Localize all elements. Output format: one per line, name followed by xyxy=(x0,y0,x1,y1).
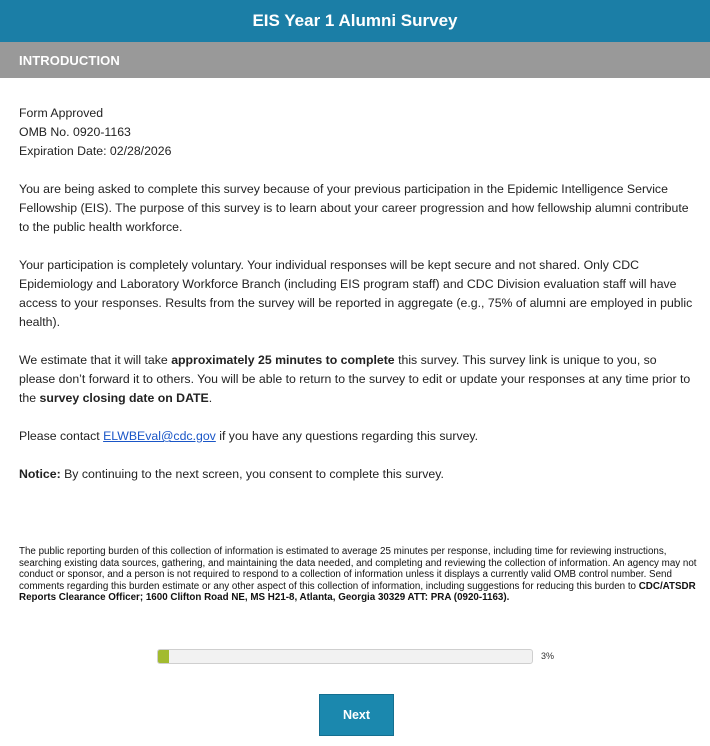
closing-date-text: survey closing date on DATE xyxy=(39,391,209,405)
estimate-text-3: . xyxy=(208,391,213,405)
contact-email-link[interactable]: ELWBEval@cdc.gov xyxy=(103,429,216,443)
progress-bar xyxy=(157,649,533,664)
intro-paragraph-notice xyxy=(19,465,695,484)
form-approved-text: Form Approved xyxy=(19,106,104,120)
expiration-date-text: Expiration Date: 02/28/2026 xyxy=(19,144,172,158)
omb-number-text: OMB No. 0920-1163 xyxy=(19,125,131,139)
burden-statement xyxy=(19,546,699,604)
intro-paragraph-contact xyxy=(19,427,695,446)
intro-paragraph-purpose: You are being asked to complete this survey because of your previous participation in the Epidemic Intelligence Service Fellowship (EIS). The purpose of this survey is to learn about your career progression and how fellowship alumni contribute to the public health workforce. xyxy=(19,182,689,234)
estimate-duration: approximately 25 minutes to complete xyxy=(171,353,395,367)
notice-label: Notice: xyxy=(19,467,61,481)
progress-bar-fill xyxy=(158,650,169,663)
progress-percent-label: 3% xyxy=(541,651,555,661)
contact-text-1: Please contact xyxy=(19,429,104,443)
survey-title: EIS Year 1 Alumni Survey xyxy=(252,11,458,30)
next-button[interactable]: Next xyxy=(319,694,394,736)
estimate-text-1: We estimate that it will take xyxy=(19,353,172,367)
burden-text: The public reporting burden of this collection of information is estimated to average 25 minutes per response, including time for reviewing instructions, searching existing data sources, gathering, and maintaining the data needed, and completing and reviewing the collection of information. An agency may not conduct or sponsor, and a person is not required to respond to a collection of information unless it displays a currently valid OMB control number. Send comments regarding this burden estimate or any other aspect of this collection of information, including suggestions for reducing this burden to xyxy=(19,546,697,592)
form-meta xyxy=(19,104,695,161)
intro-paragraph-estimate xyxy=(19,351,695,408)
intro-paragraph-voluntary: Your participation is completely voluntary. Your individual responses will be kept secure and not shared. Only CDC Epidemiology and Laboratory Workforce Branch (including EIS program staff) and CDC Division evaluation staff will have access to your responses. Results from the survey will be reported in aggregate (e.g., 75% of alumni are employed in public health). xyxy=(19,258,693,329)
contact-text-2: if you have any questions regarding this survey. xyxy=(215,429,479,443)
survey-title-bar xyxy=(0,0,710,42)
section-header xyxy=(0,42,710,78)
estimate-text-2: this survey. This survey link is unique to you, so please don’t forward it to others. You will be able to return to the survey to edit or update your responses at any time prior to the xyxy=(19,353,691,405)
intro-content xyxy=(19,104,695,503)
section-title: INTRODUCTION xyxy=(19,52,120,68)
burden-address: CDC/ATSDR Reports Clearance Officer; 1600 Clifton Road NE, MS H21-8, Atlanta, Georgia 30329 ATT: PRA (0920-1163). xyxy=(19,580,696,603)
notice-text: By continuing to the next screen, you consent to complete this survey. xyxy=(60,467,444,481)
